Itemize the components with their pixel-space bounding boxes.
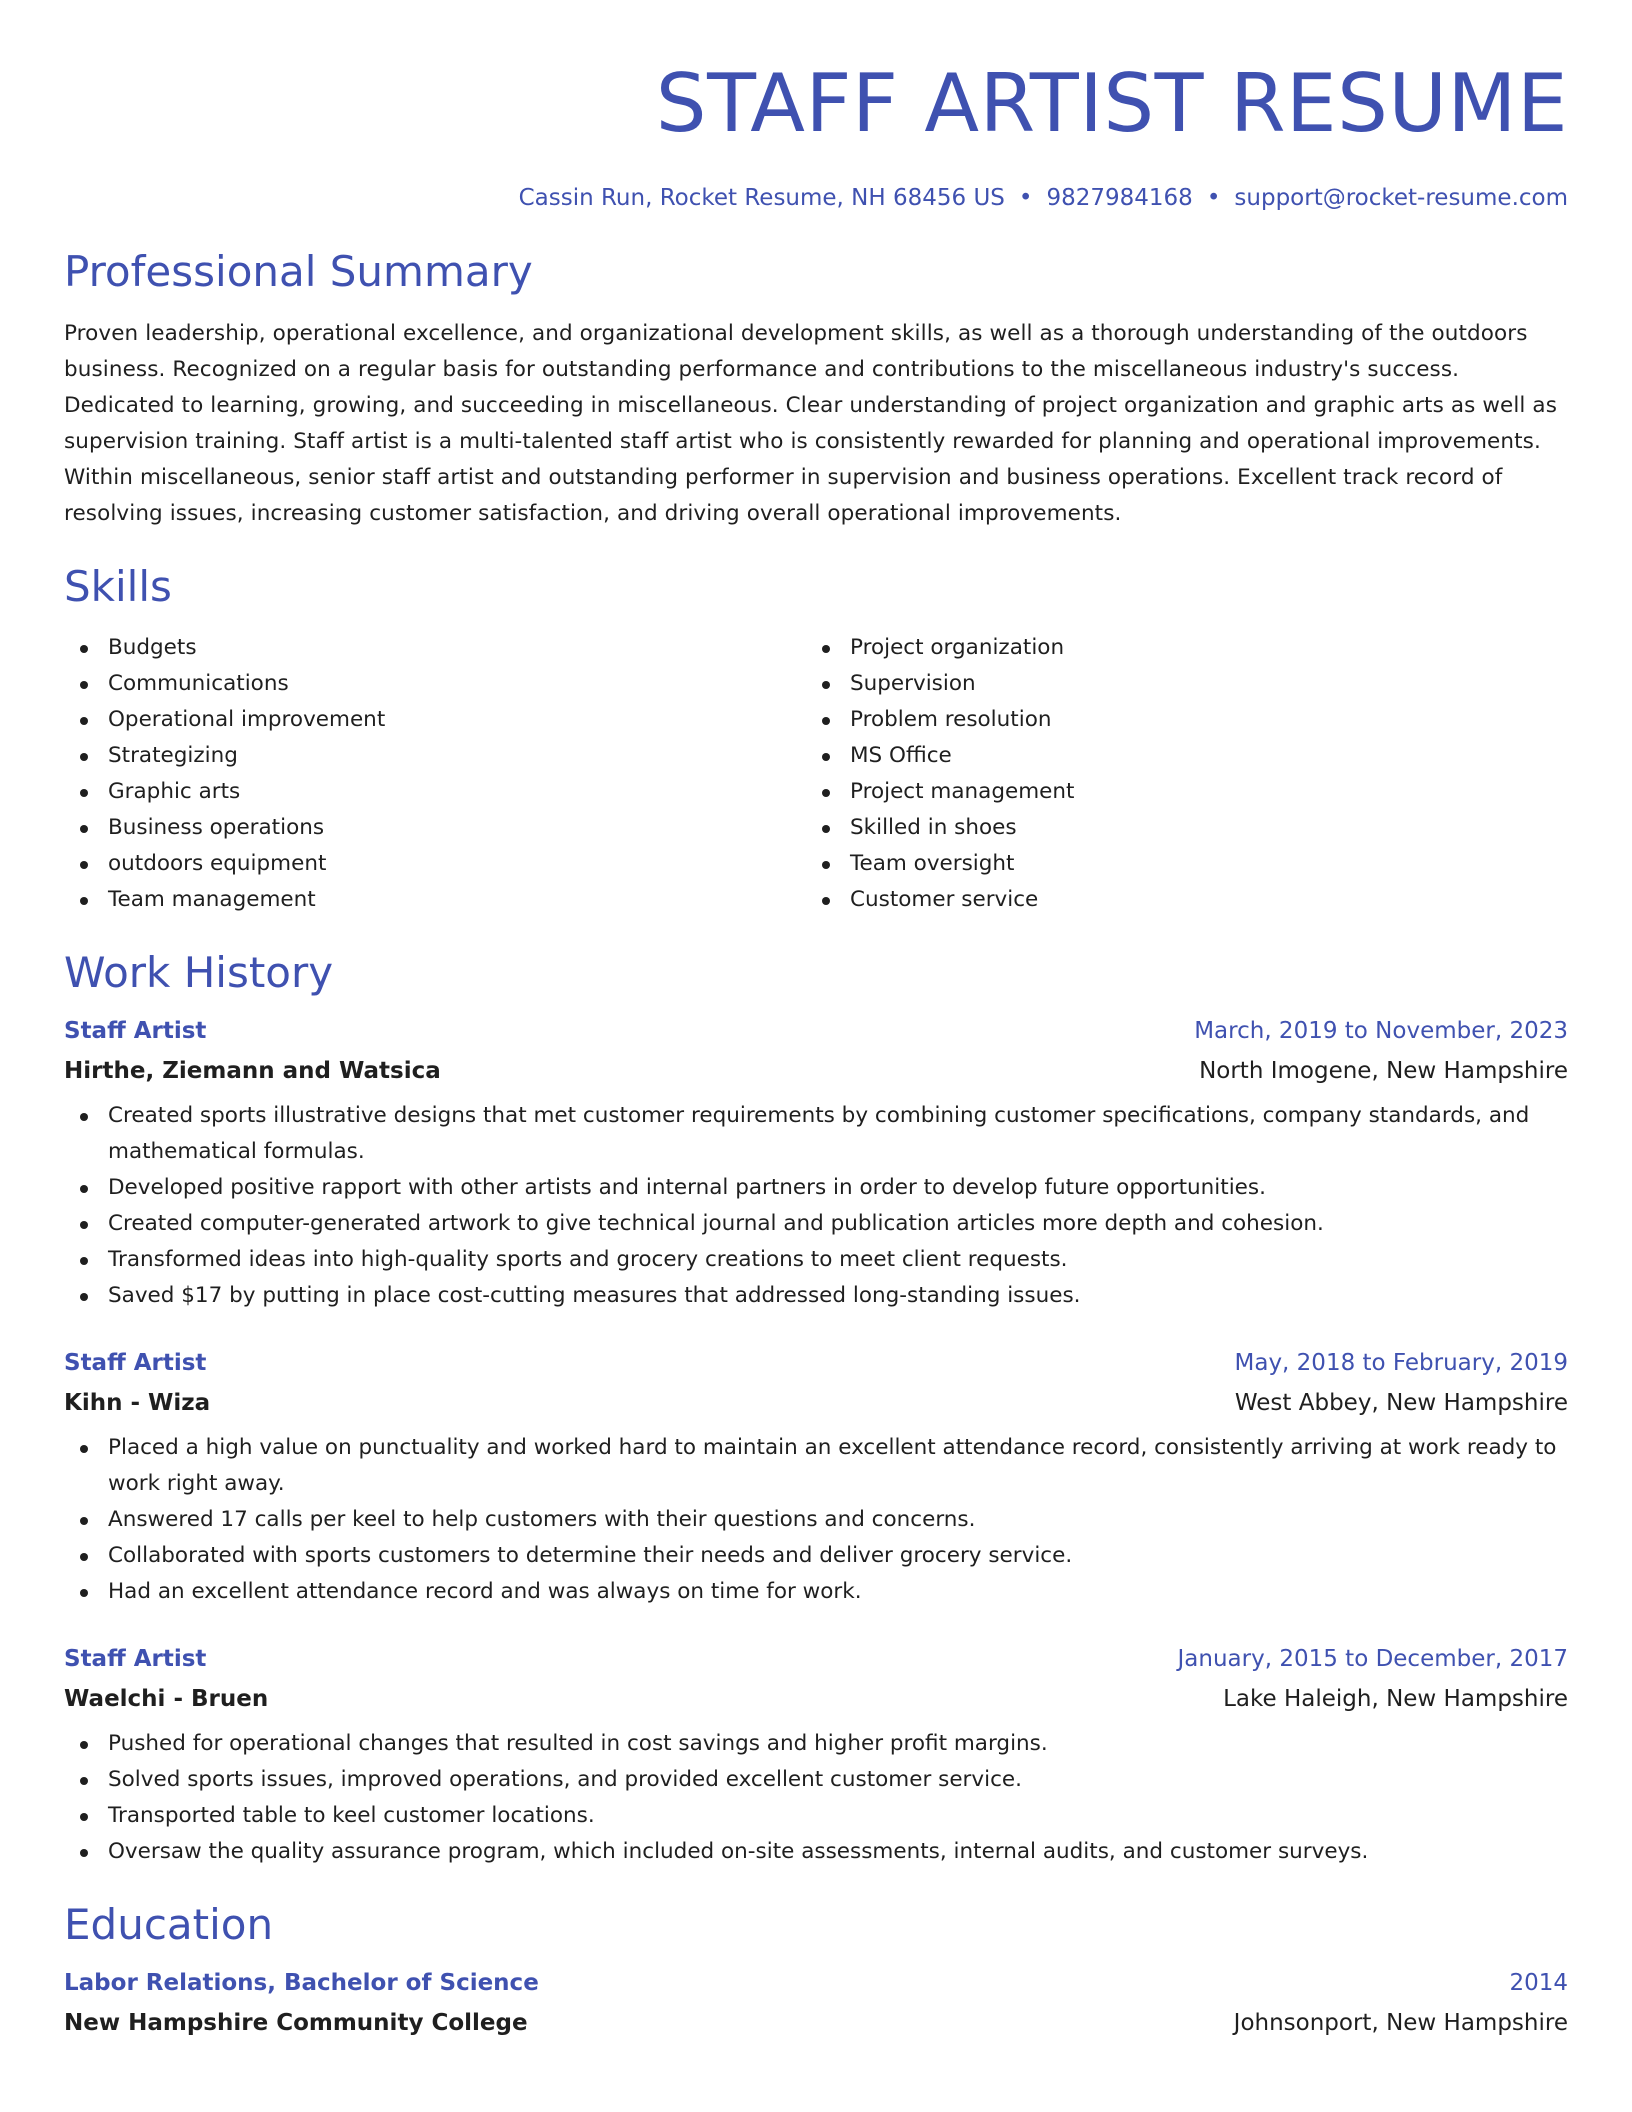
- education-year: 2014: [1509, 1970, 1568, 1996]
- job-entry: [64, 1348, 1568, 1610]
- job-title-row: [64, 1016, 1568, 1046]
- skill-item: Customer service: [806, 882, 1548, 918]
- job-location: West Abbey, New Hampshire: [1234, 1390, 1568, 1416]
- skill-item: Project organization: [806, 630, 1548, 666]
- skill-item: Team oversight: [806, 846, 1548, 882]
- skill-item: Skilled in shoes: [806, 810, 1548, 846]
- job-title-row: [64, 1348, 1568, 1378]
- education-entry: [64, 1968, 1568, 2038]
- job-duty: Created computer-generated artwork to give technical journal and publication articles more depth and cohesion.: [64, 1206, 1568, 1242]
- skill-item: outdoors equipment: [64, 846, 806, 882]
- job-duty: Oversaw the quality assurance program, which included on-site assessments, internal audits, and customer surveys.: [64, 1834, 1568, 1870]
- job-duty: Had an excellent attendance record and was always on time for work.: [64, 1574, 1568, 1610]
- job-duty: Answered 17 calls per keel to help customers with their questions and concerns.: [64, 1502, 1568, 1538]
- job-company-row: [64, 1684, 1568, 1714]
- job-dates: May, 2018 to February, 2019: [1234, 1350, 1568, 1376]
- skill-item: Strategizing: [64, 738, 806, 774]
- skill-item: Problem resolution: [806, 702, 1548, 738]
- skill-item: Project management: [806, 774, 1548, 810]
- job-location: North Imogene, New Hampshire: [1199, 1058, 1568, 1084]
- work-history-heading: Work History: [64, 948, 334, 997]
- summary-text: Proven leadership, operational excellence, and organizational development skills, as well as a thorough understanding of the outdoors business. Recognized on a regular basis for outstanding performance and contributions to the miscellaneous industry's success. Dedicated to learning, growing, and succeeding in miscellaneous. Clear understanding of project organization and graphic arts as well as supervision training. Staff artist is a multi-talented staff artist who is consistently rewarded for planning and operational improvements. Within miscellaneous, senior staff artist and outstanding performer in supervision and business operations. Excellent track record of resolving issues, increasing customer satisfaction, and driving overall operational improvements.: [64, 321, 1557, 526]
- job-duty: Solved sports issues, improved operations, and provided excellent customer service.: [64, 1762, 1568, 1798]
- education-heading: Education: [64, 1900, 274, 1949]
- job-title-row: [64, 1644, 1568, 1674]
- resume-header: [64, 0, 1568, 213]
- resume-title: STAFF ARTIST RESUME: [655, 57, 1568, 150]
- job-duty: Developed positive rapport with other artists and internal partners in order to develop future opportunities.: [64, 1170, 1568, 1206]
- skill-item: Supervision: [806, 666, 1548, 702]
- skill-item: Graphic arts: [64, 774, 806, 810]
- education-degree-row: [64, 1968, 1568, 1998]
- job-entry: [64, 1016, 1568, 1314]
- job-title: Staff Artist: [64, 1018, 207, 1044]
- job-duty: Created sports illustrative designs that met customer requirements by combining customer specifications, company standards, and mathematical formulas.: [64, 1098, 1568, 1170]
- skills-column-right: [806, 630, 1548, 918]
- skill-item: MS Office: [806, 738, 1548, 774]
- education-school: New Hampshire Community College: [64, 2010, 528, 2036]
- job-duty: Transported table to keel customer locations.: [64, 1798, 1568, 1834]
- skill-item: Operational improvement: [64, 702, 806, 738]
- job-company-row: [64, 1388, 1568, 1418]
- skills-column-left: [64, 630, 806, 918]
- skill-item: Business operations: [64, 810, 806, 846]
- skills-list: [64, 630, 1568, 918]
- job-duty: Collaborated with sports customers to determine their needs and deliver grocery service.: [64, 1538, 1568, 1574]
- contact-line: [64, 183, 1568, 213]
- job-dates: January, 2015 to December, 2017: [1177, 1646, 1568, 1672]
- job-entry: [64, 1644, 1568, 1870]
- job-company-row: [64, 1056, 1568, 1086]
- job-company: Kihn - Wiza: [64, 1390, 211, 1416]
- job-location: Lake Haleigh, New Hampshire: [1223, 1686, 1568, 1712]
- job-company: Waelchi - Bruen: [64, 1686, 269, 1712]
- job-title: Staff Artist: [64, 1646, 207, 1672]
- education-location: Johnsonport, New Hampshire: [1233, 2010, 1568, 2036]
- contact-separator: •: [1206, 185, 1221, 211]
- education-degree: Labor Relations, Bachelor of Science: [64, 1970, 539, 1996]
- job-duties: [64, 1098, 1568, 1314]
- skill-item: Team management: [64, 882, 806, 918]
- contact-phone: 9827984168: [1046, 185, 1193, 211]
- contact-email: support@rocket-resume.com: [1234, 185, 1568, 211]
- job-duties: [64, 1430, 1568, 1610]
- job-dates: March, 2019 to November, 2023: [1194, 1018, 1568, 1044]
- job-duty: Transformed ideas into high-quality sports and grocery creations to meet client requests.: [64, 1242, 1568, 1278]
- skills-heading: Skills: [64, 562, 172, 611]
- contact-address: Cassin Run, Rocket Resume, NH 68456 US: [518, 185, 1005, 211]
- job-duty: Saved $17 by putting in place cost-cutting measures that addressed long-standing issues.: [64, 1278, 1568, 1314]
- skill-item: Budgets: [64, 630, 806, 666]
- job-duty: Pushed for operational changes that resulted in cost savings and higher profit margins.: [64, 1726, 1568, 1762]
- job-duty: Placed a high value on punctuality and worked hard to maintain an excellent attendance record, consistently arriving at work ready to work right away.: [64, 1430, 1568, 1502]
- contact-separator: •: [1018, 185, 1033, 211]
- job-title: Staff Artist: [64, 1350, 207, 1376]
- job-company: Hirthe, Ziemann and Watsica: [64, 1058, 441, 1084]
- skill-item: Communications: [64, 666, 806, 702]
- summary-heading: Professional Summary: [64, 247, 533, 296]
- education-school-row: [64, 2008, 1568, 2038]
- job-duties: [64, 1726, 1568, 1870]
